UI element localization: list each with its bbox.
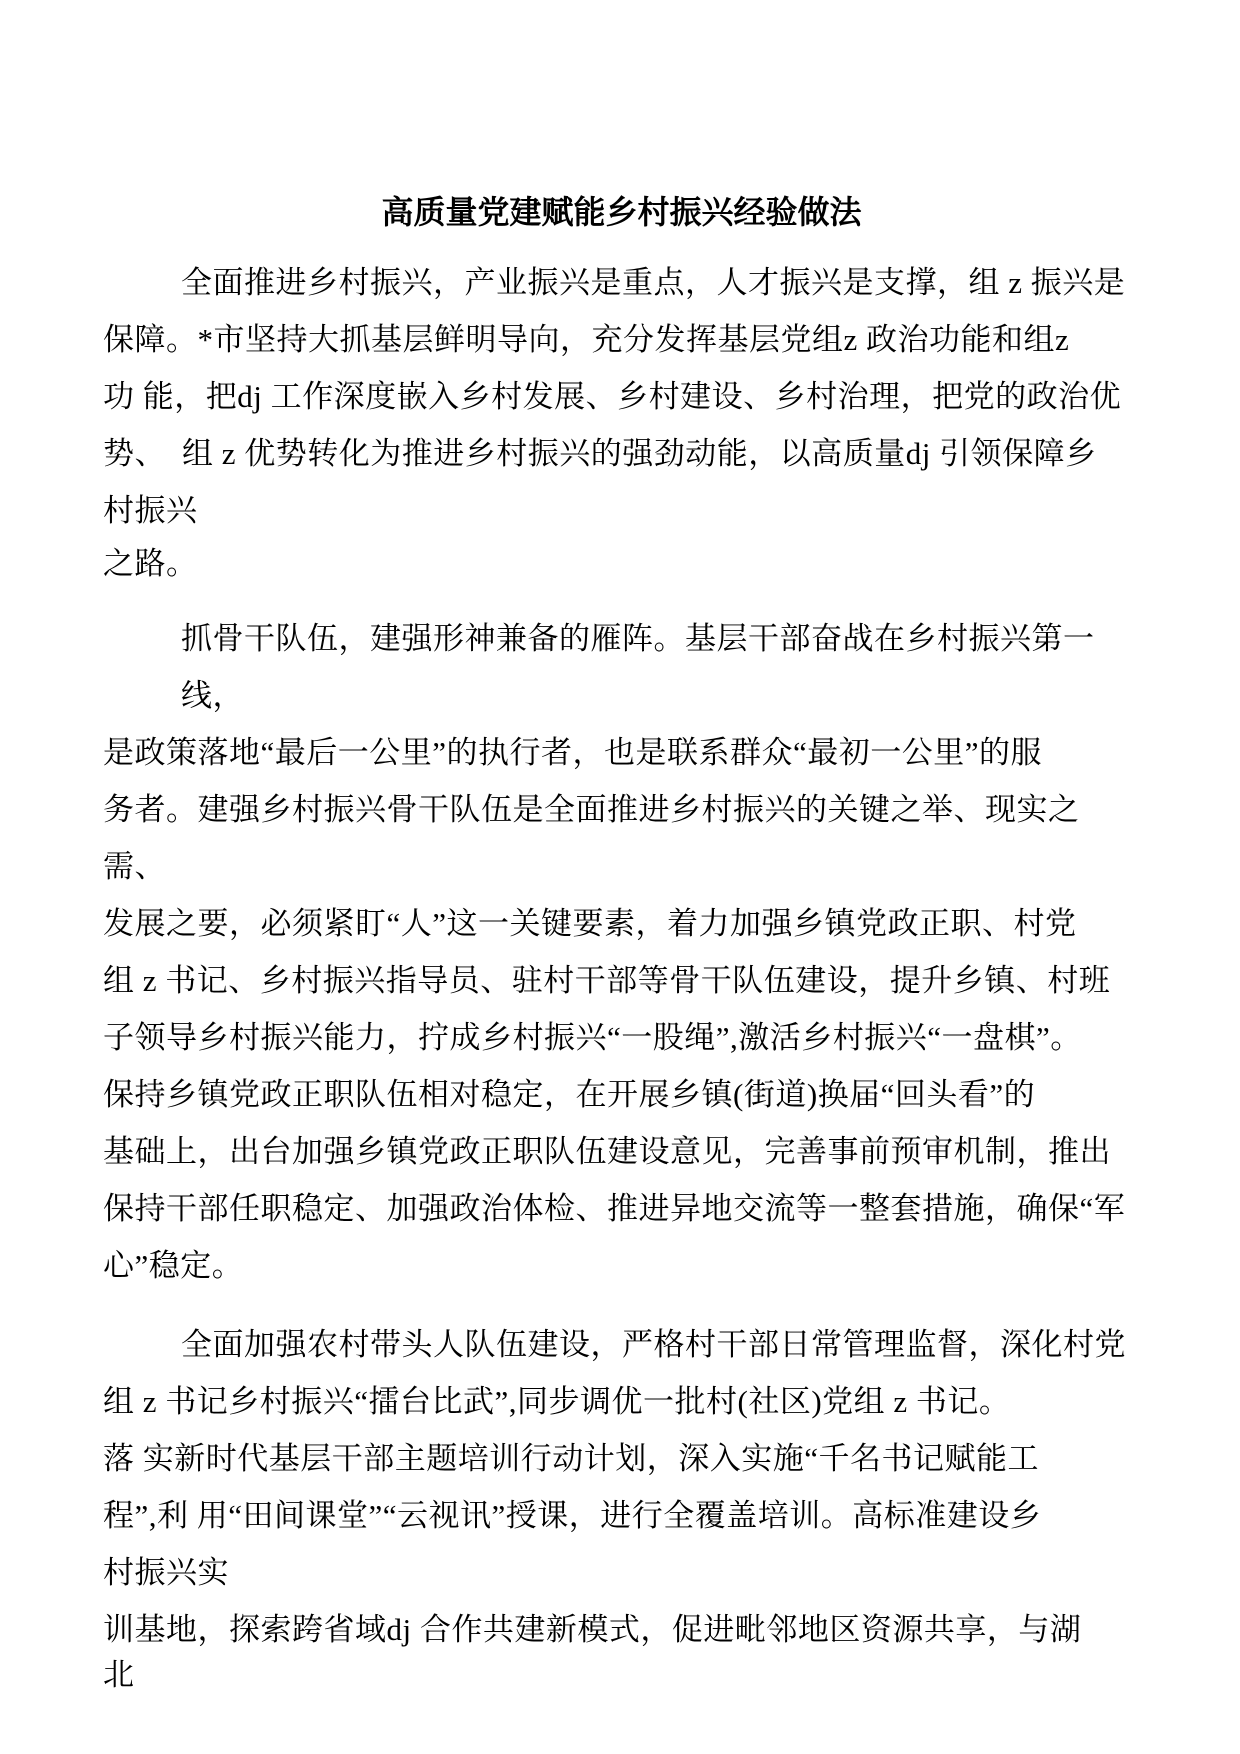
text-line: 务者。建强乡村振兴骨干队伍是全面推进乡村振兴的关键之举、现实之需、 [103, 792, 1080, 884]
text-line: 势、 组 z 优势转化为推进乡村振兴的强劲动能，以高质量dj 引领保障乡 [103, 436, 1097, 471]
text-line: 程”,利 用“田间课堂”“云视讯”授课，进行全覆盖培训。高标准建设乡 [103, 1498, 1042, 1533]
text-line: 全面推进乡村振兴，产业振兴是重点，人才振兴是支撑，组 z 振兴是 [181, 265, 1126, 300]
document-title: 高质量党建赋能乡村振兴经验做法 [381, 194, 862, 230]
text-line: 村振兴实 [103, 1555, 229, 1590]
text-line: 功 能，把dj 工作深度嵌入乡村发展、乡村建设、乡村治理，把党的政治优 [103, 379, 1122, 414]
text-line: 组 z 书记、乡村振兴指导员、驻村干部等骨干队伍建设，提升乡镇、村班 [103, 963, 1111, 998]
text-line: 保障。*市坚持大抓基层鲜明导向，充分发挥基层党组z 政治功能和组z [103, 322, 1070, 357]
text-line: 落 实新时代基层干部主题培训行动计划，深入实施“千名书记赋能工 [103, 1441, 1040, 1476]
paragraph-3 [103, 1316, 1140, 1692]
text-line: 组 z 书记乡村振兴“擂台比武”,同步调优一批村(社区)党组 z 书记。 [103, 1384, 1011, 1419]
text-line: 抓骨干队伍，建强形神兼备的雁阵。基层干部奋战在乡村振兴第一线， [181, 621, 1095, 713]
text-line: 是政策落地“最后一公里”的执行者，也是联系群众“最初一公里”的服 [103, 735, 1043, 770]
text-line: 村振兴 [103, 493, 198, 528]
paragraph-1 [103, 254, 1140, 588]
text-line: 发展之要，必须紧盯“人”这一关键要素，着力加强乡镇党政正职、村党 [103, 906, 1077, 941]
text-line: 保持乡镇党政正职队伍相对稳定，在开展乡镇(街道)换届“回头看”的 [103, 1077, 1036, 1112]
text-line: 全面加强农村带头人队伍建设，严格村干部日常管理监督，深化村党 [181, 1327, 1126, 1362]
text-line: 北 [103, 1657, 135, 1692]
text-line: 心”稳定。 [103, 1248, 244, 1283]
text-line: 基础上，出台加强乡镇党政正职队伍建设意见，完善事前预审机制，推出 [103, 1134, 1111, 1169]
text-line: 训基地，探索跨省域dj 合作共建新模式，促进毗邻地区资源共享，与湖 [103, 1612, 1082, 1647]
text-line: 之路。 [103, 546, 198, 581]
paragraph-2 [103, 610, 1140, 1294]
text-line: 子领导乡村振兴能力，拧成乡村振兴“一股绳”,激活乡村振兴“一盘棋”。 [103, 1020, 1082, 1055]
text-line: 保持干部任职稳定、加强政治体检、推进异地交流等一整套措施，确保“军 [103, 1191, 1126, 1226]
